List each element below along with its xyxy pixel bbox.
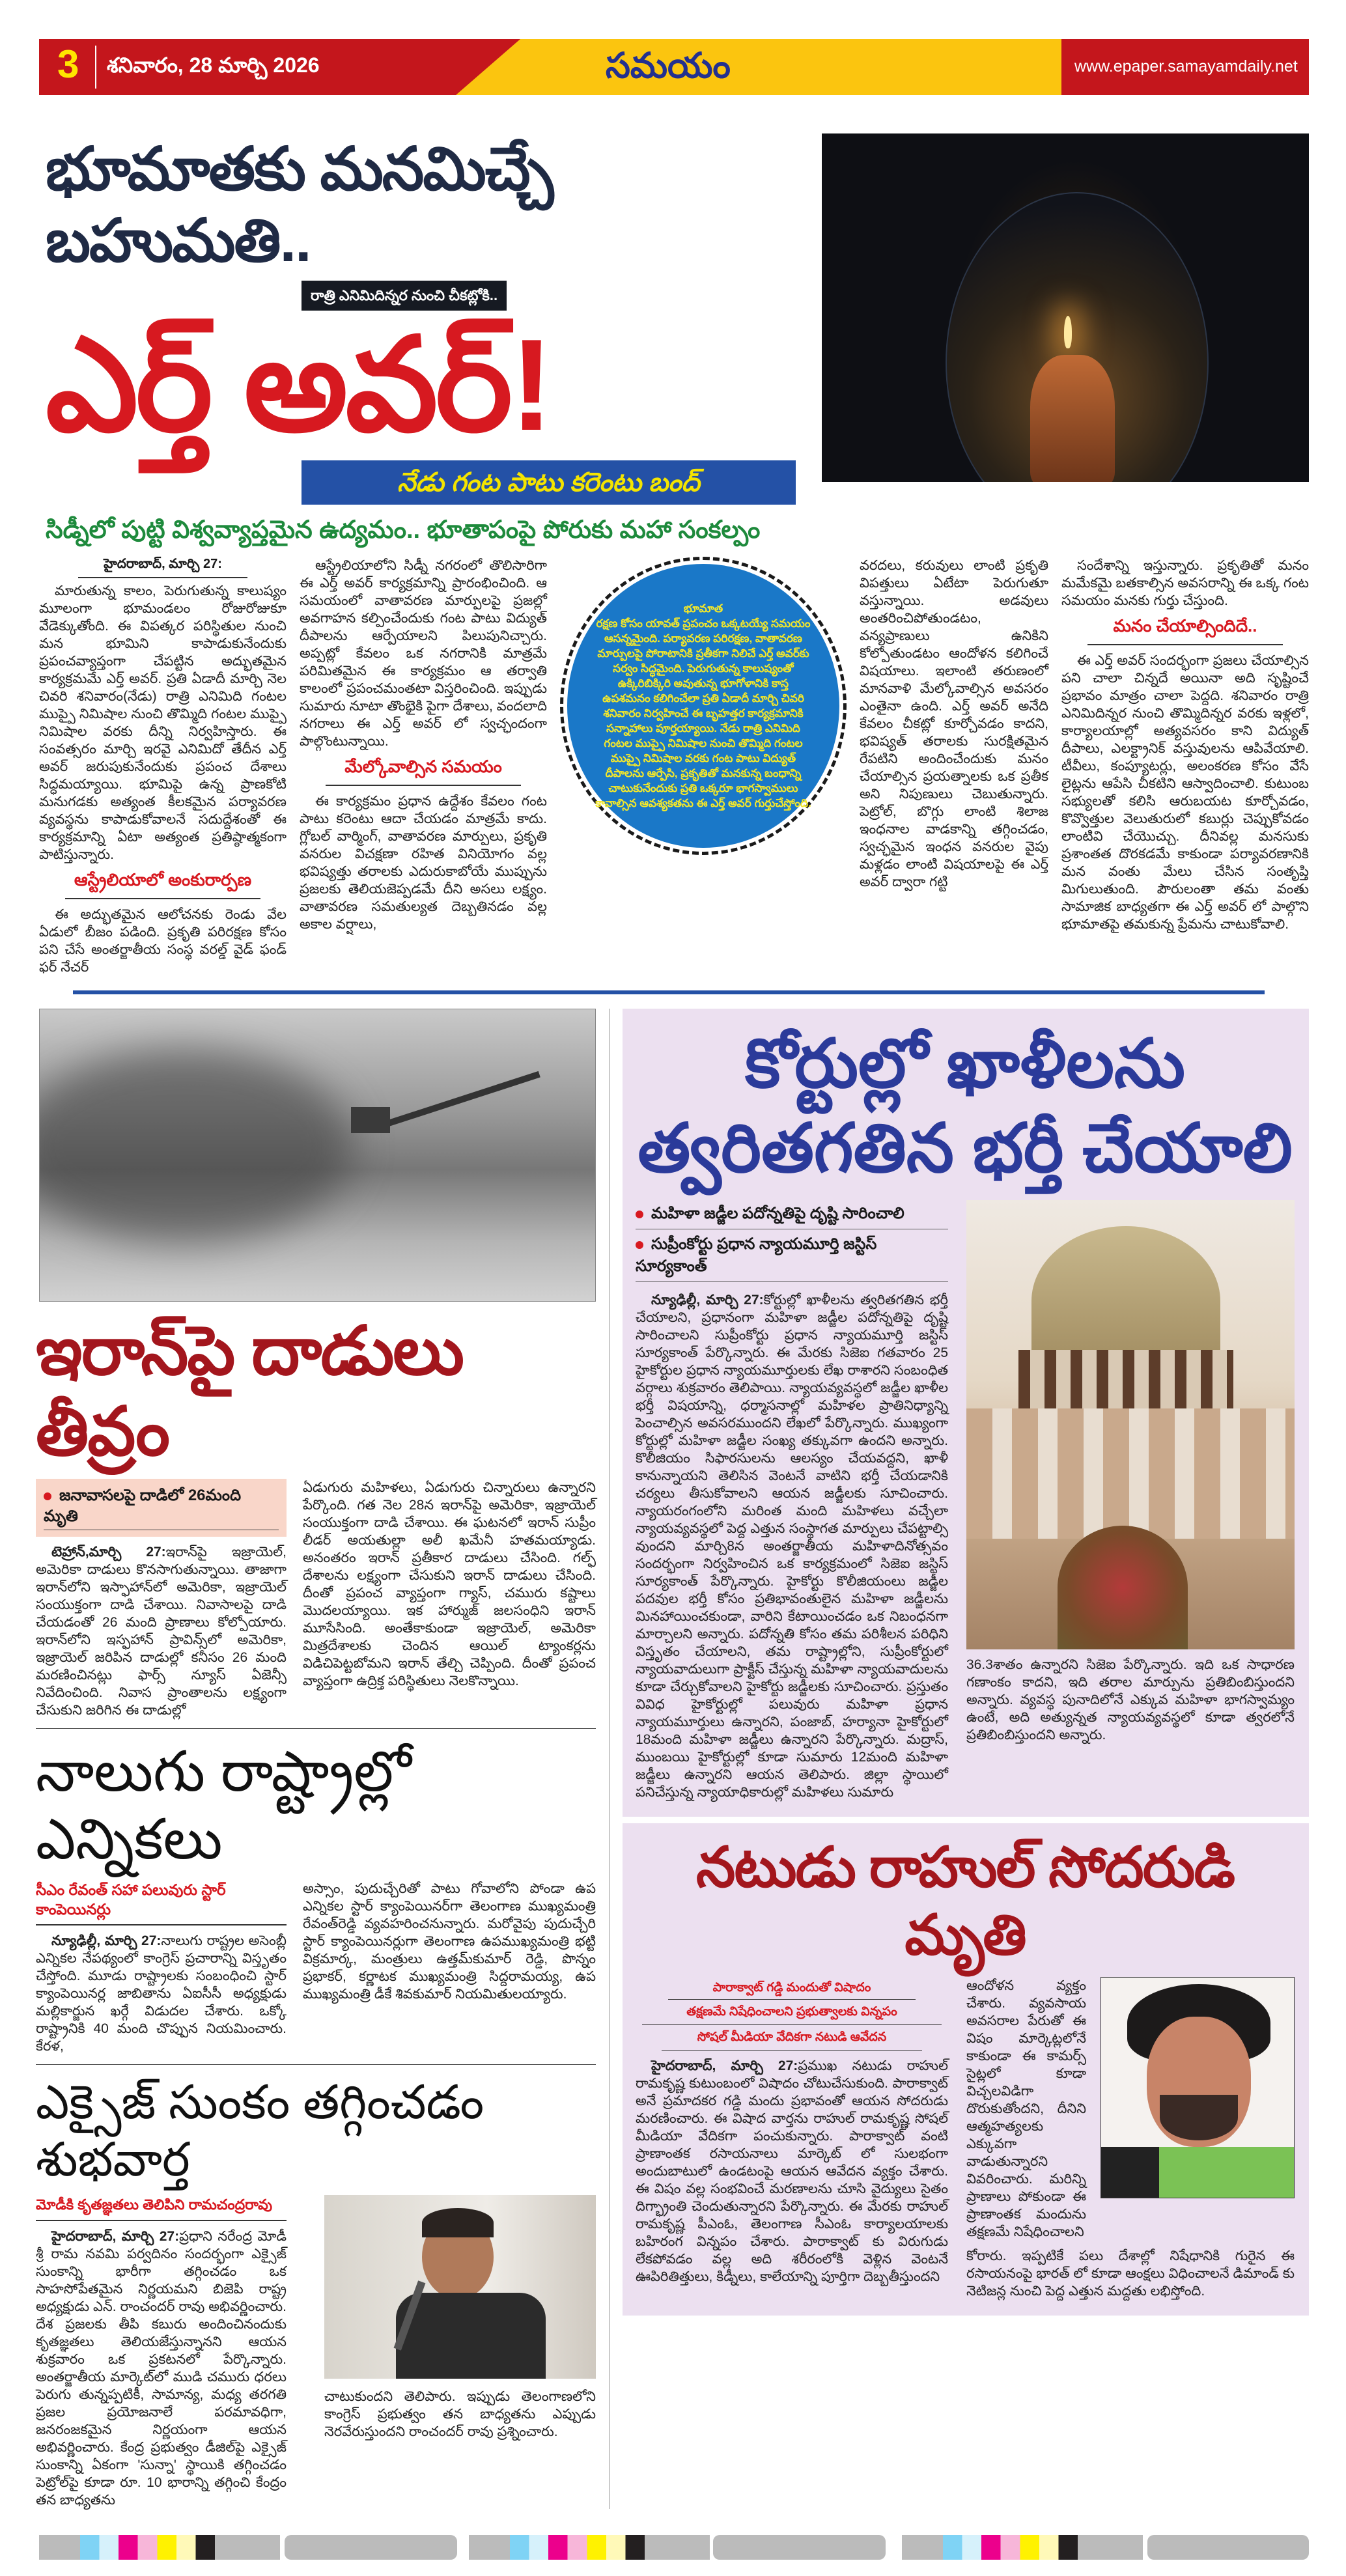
ramchander-rao-photo [324, 2195, 596, 2379]
left-stories [36, 1009, 596, 2509]
fire-photo [39, 1009, 596, 1302]
page-header [39, 39, 1309, 95]
circle-text: రక్షణ కోసం యావత్ ప్రపంచం ఒక్కటయ్యే సమయం ఆసన్నమైంది. పర్యావరణ పరిరక్షణ, వాతావరణ మార్పులపై పోరాటానికి ప్రతీకగా నిలిచే ఎర్త్ అవర్‌కు సర్వం సిద్ధమైంది. పెరుగుతున్న కాలుష్యంతో ఉక్కిరిబిక్కిరి అవుతున్న భూగోళానికి కాస్త ఉపశమనం కలిగించేలా ప్రతి ఏడాదీ మార్చి చివరి శనివారం నిర్వహించే ఈ బృహత్తర కార్యక్రమానికి సన్నాహాలు పూర్తయ్యాయి. నేడు రాత్రి ఎనిమిది గంటల ముప్పై నిమిషాల నుంచి తొమ్మిది గంటల ముప్పై నిమిషాల వరకు గంట పాటు విద్యుత్ దీపాలను ఆర్పేసి, ప్రకృతితో మనకున్న బంధాన్ని చాటుకునేందుకు ప్రతి ఒక్కరూ భాగస్వాములు కావాల్సిన ఆవశ్యకతను ఈ ఎర్త్ అవర్ గుర్తుచేస్తోంది. [595, 617, 811, 809]
story-divider [36, 1728, 596, 1729]
lead-col2-paragraph: ఆస్ట్రేలియాలోని సిడ్నీ నగరంలో తొలిసారిగా ఈ ఎర్త్ అవర్ కార్యక్రమాన్ని ప్రారంభించింది. ఆ సమయంలో వాతావరణ మార్పులపై ప్రజల్లో అవగాహన కల్పించేందుకు గంట పాటు విద్యుత్ దీపాలను ఆర్పేయాలని పిలుపునిచ్చారు. అప్పట్లో కేవలం ఒక నగరానికి మాత్రమే పరిమితమైన ఈ కార్యక్రమం ఆ తర్వాతి కాలంలో ప్రపంచమంతటా విస్తరించింది. ఇప్పుడు సుమారు నూటా తొంభైకి పైగా దేశాలు, వందలాది నగరాలు ఈ ఎర్త్ అవర్ లో స్వచ్ఛందంగా పాల్గొంటున్నాయి. [300, 558, 547, 749]
court-col2: 36.3శాతం ఉన్నారని సిజెఐ పేర్కొన్నారు. ఇది ఒక సాధారణ గణాంకం కాదని, ఇది తరాల మార్పును ప్రతిబింబిస్తుందని అన్నారు. వ్యవస్థ పునాదిలోనే ఎక్కువ మహిళా భాగస్వామ్యం ఉంటే, అది అత్యున్నత న్యాయవ్యవస్థలో కూడా త్వరలోనే ప్రతిబింబిస్తుందని అన్నారు. [966, 1657, 1295, 1743]
court-right [966, 1200, 1295, 1744]
lead-col3-paragraph: వరదలు, కరువులు లాంటి ప్రకృతి విపత్తులు ఏటేటా పెరుగుతూ వస్తున్నాయి. అడవులు అంతరించిపోతుండటం, వన్యప్రాణులు ఉనికిని కోల్పోతుండటం ఆందోళన కలిగించే విషయాలు. ఇలాంటి తరుణంలో మానవాళి మేల్కోవాల్సిన అవసరం ఎంతైనా ఉంది. ఎర్త్ అవర్ అనేది కేవలం చీకట్లో కూర్చోవడం కాదని, భవిష్యత్ తరాలకు సురక్షితమైన రేపటిని అందించేందుకు మనం చేయాల్సిన ప్రయత్నాలకు ఒక ప్రతీక అని నిపుణులు చెబుతున్నారు. పెట్రోల్, బొగ్గు లాంటి శిలాజ ఇంధనాల వాడకాన్ని తగ్గించడం, స్వచ్ఛమైన ఇంధన వనరుల వైపు మళ్లడం లాంటి విషయాలపై ఈ ఎర్త్ అవర్ ద్వారా గట్టి [860, 558, 1048, 889]
court-dateline: న్యూఢిల్లీ, మార్చి 27: [651, 1293, 764, 1308]
iran-headline: ఇరాన్‌పై దాడులు తీవ్రం [36, 1313, 464, 1470]
excise-body [36, 2195, 596, 2509]
bullet-icon [636, 1241, 643, 1249]
building-facade [966, 1408, 1295, 1539]
rahul-subhead: తక్షణమే నిషేధించాలని ప్రభుత్వాలకు విన్నపం [642, 2000, 942, 2025]
rahul-panel [623, 1823, 1309, 2316]
lead-column-4 [1061, 557, 1309, 933]
lead-col4-paragraph: సందేశాన్ని ఇస్తున్నారు. ప్రకృతితో మనం మమేకమై బతకాల్సిన అవసరాన్ని ఈ ఒక్క గంట సమయం మనకు గుర్తు చేస్తుంది. [1061, 558, 1309, 608]
person-hair [422, 2208, 494, 2237]
bullet-icon [44, 1492, 51, 1500]
earth-hour-photo [822, 133, 1309, 482]
excise-col1-text: ప్రధాని నరేంద్ర మోడీ శ్రీ రామ నవమి పర్వదినం సందర్భంగా ఎక్సైజ్ సుంకాన్ని భారీగా తగ్గించడం ఒక సాహసోపేతమైన నిర్ణయమని బిజెపి రాష్ట్ర అధ్యక్షుడు ఎన్. రాంచందర్ రావు అభివర్ణించారు. దేశ ప్రజలకు తీపి కబురు అందించినందుకు కృతజ్ఞతలు తెలియజేస్తున్నానని ఆయన శుక్రవారం ఒక ప్రకటనలో పేర్కొన్నారు. అంతర్జాతీయ మార్కెట్‌లో ముడి చమురు ధరలు పెరుగు తున్నప్పటికీ, సామాన్య, మధ్య తరగతి ప్రజల ప్రయోజనాలే పరమావధిగా, జనరంజకమైన నిర్ణయంగా ఆయన అభివర్ణించారు. కేంద్ర ప్రభుత్వం డీజిల్‌పై ఎక్సైజ్ సుంకాన్ని ఏకంగా 'సున్నా' స్థాయికి తగ్గించడం పెట్రోల్‌పై కూడా రూ. 10 భారాన్ని తగ్గించి కేంద్రం తన బాధ్యతను [36, 2229, 287, 2508]
excise-col1 [36, 2228, 287, 2509]
lead-dateline: హైదరాబాద్, మార్చి 27: [78, 557, 247, 578]
iran-body [36, 1479, 596, 1719]
rahul-col1 [636, 2057, 948, 2286]
rahul-right [966, 1977, 1295, 2300]
iran-bullet: జనావాసలపై దాడిలో 26మంది మృతి [44, 1487, 242, 1525]
court-headline-line2: త్వరితగతిన భర్తీ చేయాలి [638, 1111, 1293, 1186]
lead-col1-paragraph: మారుతున్న కాలం, పెరుగుతున్న కాలుష్యం మూలంగా భూమండలం రోజురోజుకూ వేడెక్కుతోంది. ఈ విపత్కర పరిస్థితుల నుంచి మన భూమిని కాపాడుకునేందుకు ప్రపంచవ్యాప్తంగా చేపట్టిన అద్భుతమైన కార్యక్రమమే ఎర్త్ అవర్. ప్రతి ఏడాదీ మార్చి నెల చివరి శనివారం(నేడు) రాత్రి ఎనిమిది గంటల ముప్పై నిమిషాల నుంచి తొమ్మిది గంటల ముప్పై నిమిషాల వరకు దీన్ని నిర్వహిస్తారు. ఈ సంవత్సరం మార్చి ఇరవై ఎనిమిదో తేదీన ఎర్త్ అవర్ జరుపుకునేందుకు ప్రపంచ దేశాలు సిద్ధమయ్యాయి. భూమిపై ఉన్న ప్రాణకోటి మనుగడకు అత్యంత కీలకమైన పర్యావరణ వ్యవస్థను కాపాడుకోవాలనే సదుద్దేశంతో ఈ కార్యక్రమాన్ని ఏటా అత్యంత ప్రతిష్ఠాత్మకంగా పాటిస్తున్నారు. [39, 583, 287, 862]
story-divider [36, 2064, 596, 2065]
subhead-australia: ఆస్ట్రేలియాలో అంకురార్పణ [65, 870, 260, 899]
supreme-court-photo [966, 1200, 1295, 1649]
masthead-logo: సమయం [606, 46, 731, 85]
elections-col1 [36, 1932, 287, 2055]
rahul-photo [1101, 1977, 1295, 2198]
court-col1 [636, 1291, 948, 1801]
lead-column-3 [860, 557, 1048, 891]
court-headline [636, 1022, 1295, 1191]
court-left [636, 1200, 948, 1801]
right-stories [623, 1009, 1309, 2316]
court-headline-line1: కోర్టుల్లో ఖాళీలను [745, 1026, 1185, 1102]
court-bullet: మహిళా జడ్జీల పదోన్నతిపై దృష్టి సారించాలి [636, 1200, 948, 1229]
iran-dateline: టెహ్రాన్,మార్చి 27: [51, 1545, 166, 1560]
lead-col1-paragraph-2: ఈ అద్భుతమైన ఆలోచనకు రెండు వేల ఏడులో బీజం పడింది. ప్రకృతి పరిరక్షణ కోసం పని చేసే అంతర్జాతీయ సంస్థ వరల్డ్ వైడ్ ఫండ్ ఫర్ నేచర్ [39, 907, 287, 975]
lead-kicker-headline: భూమాతకు మనమిచ్చే బహుమతి.. [46, 136, 553, 274]
person-vest [396, 2293, 546, 2379]
lead-column-2 [300, 557, 547, 933]
elections-headline: నాలుగు రాష్ట్రాల్లో ఎన్నికలు [36, 1741, 412, 1871]
court-bullets [636, 1200, 948, 1282]
lead-tag: రాత్రి ఎనిమిదిన్నర నుంచి చీకట్లోకి.. [301, 281, 507, 311]
elections-body [36, 1880, 596, 2055]
rahul-headline: నటుడు రాహుల్ సోదరుడి మృతి [696, 1836, 1234, 1967]
rahul-body [636, 1977, 1295, 2300]
iran-col2: ఏడుగురు మహిళలు, ఏడుగురు చిన్నారులు ఉన్నారని పేర్కొంది. గత నెల 28న ఇరాన్‌పై అమెరికా, ఇజ్రాయెల్ సంయుక్తంగా దాడి చేశాయి. ఈ ఘటనలో ఇరాన్ సుప్రీం లీడర్ అయతుల్లా అలీ ఖమేనీ హతమయ్యాడు. అనంతరం ఇరాన్ ప్రతీకార దాడులు చేసింది. గల్ఫ్ దేశాలను లక్ష్యంగా చేసుకుని ఇరాన్ దాడులు చేసింది. దీంతో ప్రపంచ వ్యాప్తంగా గ్యాస్, చమురు కష్టాలు మొదలయ్యాయి. ఇక హార్ముజ్ జలసంధిని ఇరాన్ మూసేసింది. అంతేకాకుండా ఇజ్రాయెల్, అమెరికా మిత్రదేశాలకు చెందిన ఆయిల్ ట్యాంకర్లను విడిచిపెట్టబోమని ఇరాన్ తేల్చి చెప్పింది. దీంతో ప్రపంచ వ్యాప్తంగా ఉద్రిక్త పరిస్థితులు నెలకొన్నాయి. [303, 1480, 596, 1688]
rahul-left [636, 1977, 948, 2286]
smoke-shape [39, 1048, 352, 1244]
elections-subhead: సీఎం రేవంత్ సహా పలువురు స్టార్ కాంపెయినర్లు [36, 1880, 287, 1925]
rahul-col3: కోరారు. ఇప్పటికే పలు దేశాల్లో నిషేధానికి గురైన ఈ రసాయనంపై భారత్ లో కూడా ఆంక్షలు విధించాలనే డిమాండ్ కు నెటిజన్ల నుంచి పెద్ద ఎత్తున మద్దతు లభిస్తోంది. [966, 2248, 1295, 2299]
rahul-subheads [636, 1977, 948, 2051]
iran-bullet-box [36, 1479, 287, 1537]
excise-dateline: హైదరాబాద్, మార్చి 27: [51, 2229, 180, 2244]
vertical-divider [609, 1009, 610, 2509]
lead-deck: సిడ్నీలో పుట్టి విశ్వవ్యాప్తమైన ఉద్యమం.. భూతాపంపై పోరుకు మహా సంకల్పం [46, 516, 761, 544]
iran-col1 [36, 1543, 287, 1719]
lead-headline-block [46, 133, 796, 545]
issue-date: శనివారం, 28 మార్చి 2026 [107, 53, 320, 77]
person-beard [1160, 2095, 1238, 2140]
lower-section [36, 1009, 1309, 2509]
iran-col1-text: ఇరాన్‌పై ఇజ్రాయెల్, అమెరికా దాడులు కొనసాగుతున్నాయి. తాజాగా ఇరాన్‌లోని ఇస్ఫాహాన్‌లో అమెరికా, ఇజ్రాయెల్ సంయుక్తంగా దాడి చేశాయి. నివాసాలపై దాడి చేయడంతో 26 మంది ప్రాణాలు కోల్పోయారు. ఇరాన్‌లోని ఇస్ఫహాన్ ప్రావిన్స్‌లో అమెరికా, ఇజ్రాయెల్ జరిపిన దాడుల్లో కనీసం 26 మంది మరణించినట్లు ఫార్స్ న్యూస్ ఏజెన్సీ నివేదించింది. నివాస ప్రాంతాలను లక్ష్యంగా చేసుకుని జరిగిన ఈ దాడుల్లో [36, 1545, 287, 1718]
excise-subhead: మోడీకి కృతజ్ఞతలు తెలిపిని రామచంద్రరావు [36, 2195, 287, 2221]
court-body [636, 1200, 1295, 1801]
court-col1-text: కోర్టుల్లో ఖాళీలను త్వరితగతిన భర్తీ చేయాలని, ప్రధానంగా మహిళా జడ్జీల పదోన్నతిపై దృష్టి సారించాలని సుప్రీంకోర్టు ప్రధాన న్యాయమూర్తి జస్టిస్ సూర్యకాంత్ పేర్కొన్నారు. ఈ మేరకు సిజెఐ గతవారం 25 హైకోర్టుల ప్రధాన న్యాయమూర్తులకు లేఖ రాశారని సంబంధిత వర్గాలు శుక్రవారం తెలిపాయి. న్యాయవ్యవస్థలో జడ్జీల ఖాళీల భర్తీ విషయాన్ని, ధర్మాసనాల్లో మహిళల ప్రాతినిధ్యాన్ని పెంచాల్సిన అవసరముందని లేఖలో పేర్కొన్నారు. ముఖ్యంగా కోర్టుల్లో మహిళా జడ్జీల సంఖ్య తక్కువగా ఉందని అన్నారు. కొలీజియం సిఫారసులను ఆలస్యం చేయవద్దని, ఖాళీ కానున్నాయని తెలిసిన వెంటనే వాటిని భర్తీ చేయడానికి చర్యలు తీసుకోవాలని ఆయన జడ్జీలకు సూచించారు. న్యాయరంగంలోని మరింత మంది మహిళలు వచ్చేలా న్యాయవ్యవస్థలో పెద్ద ఎత్తున సంస్థాగత మార్పులు చేపట్టాల్సి వుందని మార్చి8న అంతర్జాతీయ మహిళాదినోత్సవం సందర్భంగా నిర్వహించిన ఒక కార్యక్రమంలో సిజెఐ జస్టిస్ సూర్యకాంత్ పేర్కొన్నారు. హైకోర్టు కొలీజియంలు జడ్జీల పదవుల భర్తీ కోసం ప్రతిభావంతులైన మహిళా జడ్జీలను మినహాయించకుండా, వారిని కేటాయించడం ఒక నిబంధనగా మార్చాలని అన్నారు. పదోన్నతి కోసం తమ పరిశీలన పరిధిని విస్తృతం చేయాలని, తమ రాష్ట్రాల్లోని, సుప్రీంకోర్టులో న్యాయవాదులుగా ప్రాక్టీస్ చేస్తున్న మహిళా న్యాయవాదులను కూడా చేర్చుకోవాలని హైకోర్టు జడ్జీలకు సూచించారు. ప్రస్తుతం వివిధ హైకోర్టుల్లో పలువురు మహిళా ప్రధాన న్యాయమూర్తులు ఉన్నారని, పంజాబ్, హర్యానా హైకోర్టులో 18మంది మహిళా జడ్జీలు ఉన్నారని పేర్కొన్నారు. మద్రాస్, ముంబయి హైకోర్టుల్లో కూడా సుమారు 12మంది మహిళా జడ్జీలు ఉన్నారని ఆయన తెలిపారు. జిల్లా స్థాయిలో పనిచేస్తున్న న్యాయాధికారుల్లో మహిళలు సుమారు [636, 1293, 948, 1800]
crane-boom [377, 1071, 540, 1130]
epaper-url[interactable]: www.epaper.samayamdaily.net [1074, 57, 1298, 76]
iran-left [36, 1479, 287, 1719]
panel-divider [623, 1817, 1309, 1823]
rahul-subhead: సోషల్ మీడియా వేదికగా నటుడి ఆవేదన [662, 2025, 922, 2051]
flower-bed [1058, 1526, 1188, 1649]
rahul-right-top [966, 1977, 1295, 2241]
lead-col2-paragraph-2: ఈ కార్యక్రమం ప్రధాన ఉద్దేశం కేవలం గంట పాటు కరెంటు ఆదా చేయడం మాత్రమే కాదు. గ్లోబల్ వార్మింగ్, వాతావరణ మార్పులు, ప్రకృతి వనరుల విచక్షణా రహిత వినియోగం వల్ల భవిష్యత్తు తరాలకు ఎదురుకాబోయే ముప్పును ప్రజలకు తెలియజెప్పడమే దీని అసలు లక్ష్యం. వాతావరణ సమతుల్యత దెబ్బతినడం వల్ల అకాల వర్షాలు, [300, 794, 547, 932]
candle-flame-icon [1064, 316, 1072, 348]
elections-col1-text: నాలుగు రాష్ట్రల అసెంబ్లీ ఎన్నికల నేపథ్యంలో కాంగ్రెస్ ప్రచారాన్ని విస్తృతం చేస్తోంది. మూడు రాష్ట్రాలకు సంబంధించి స్టార్ క్యాంపెయినర్ల జాబితాను ఏఐసీసీ అధ్యక్షుడు మల్లికార్జున ఖర్గే విడుదల చేశారు. ఒక్కో రాష్ట్రానికి 40 మంది చొప్పున నియమించారు. కేరళ, [36, 1933, 287, 2054]
excise-headline: ఎక్సైజ్ సుంకం తగ్గించడం శుభవార్త [36, 2077, 484, 2186]
court-panel [623, 1009, 1309, 1817]
crane-basket [351, 1107, 390, 1133]
court-bullet: సుప్రీంకోర్టు ప్రధాన న్యాయమూర్తి జస్టిస్ సూర్యకాంత్ [636, 1229, 948, 1282]
page-number: 3 [57, 42, 79, 86]
lead-band: నేడు గంట పాటు కరెంటు బంద్ [301, 460, 796, 505]
excise-right [324, 2195, 596, 2441]
lead-top [46, 133, 1309, 545]
excise-left [36, 2195, 287, 2509]
elections-left [36, 1880, 287, 2055]
subhead-wake-up: మేల్కోవాల్సిన సమయం [326, 757, 521, 786]
person-shirt [1101, 2147, 1294, 2198]
subhead-what-to-do: మనం చేయాల్సిందిదే.. [1087, 616, 1283, 645]
highlight-circle [560, 557, 847, 855]
header-divider [95, 46, 96, 89]
bullet-icon [636, 1211, 643, 1218]
lead-col4-paragraph-2: ఈ ఎర్త్ అవర్ సందర్భంగా ప్రజలు చేయాల్సిన పని చాలా చిన్నదే అయినా అది సృష్టించే ప్రభావం మాత్రం చాలా పెద్దది. శనివారం రాత్రి ఎనిమిదిన్నర నుంచి తొమ్మిదిన్నర వరకు ఇళ్లలో, కార్యాలయాల్లో అత్యవసరం కాని విద్యుత్ దీపాలు, ఎలక్ట్రానిక్ వస్తువులను ఆపివేయాలి. టీవీలు, కంప్యూటర్లు, అలంకరణ కోసం వేసే లైట్లను ఆపేసి చీకటిని ఆస్వాదించాలి. కుటుంబ సభ్యులతో కలిసి ఆరుబయట కూర్చోవడం, కొవ్వొత్తుల వెలుతురులో కబుర్లు చెప్పుకోవడం లాంటివి చేయొచ్చు. దీనివల్ల మనసుకు ప్రశాంతత దొరకడమే కాకుండా పర్యావరణానికి మన వంతు మేలు చేసిన సంతృప్తి మిగులుతుంది. పౌరులంతా తమ వంతు సామాజిక బాధ్యతగా ఈ ఎర్త్ అవర్ లో పాల్గొని భూమాతపై తమకున్న ప్రేమను చాటుకోవాలి. [1061, 653, 1309, 932]
lead-main-headline: ఎర్త్ అవర్! [46, 313, 551, 458]
elections-col2: అస్సాం, పుదుచ్చేరితో పాటు గోవాలోని పోండా ఉప ఎన్నికల స్టార్ క్యాంపెయినర్‌గా తెలంగాణ ముఖ్యమంత్రి రేవంత్‌రెడ్డి వ్యవహరించనున్నారు. మరోవైపు పుదుచ్చేరి స్టార్ క్యాంపెయినర్లుగా తెలంగాణ ఉపముఖ్యమంత్రి భట్టి విక్రమార్క, మంత్రులు ఉత్తమ్‌కుమార్ రెడ్డి, పొన్నం ప్రభాకర్, కర్ణాటక ముఖ్యమంత్రి సిద్దరామయ్య, ఉప ముఖ్యమంత్రి డీకే శివకుమార్ నియమితులయ్యారు. [303, 1881, 596, 2002]
dome-drum [1018, 1350, 1233, 1408]
rahul-col1-text: ప్రముఖ నటుడు రాహుల్ రామకృష్ణ కుటుంబంలో విషాదం చోటుచేసుకుంది. పారాక్వాట్ అనే ప్రమాదకర గడ్డి మందు ప్రభావంతో ఆయన సోదరుడు మరణించారు. ఈ విషాద వార్తను రాహుల్ రామకృష్ణ సోషల్ మీడియా వేదికగా పంచుకున్నారు. పారాక్వాట్ వంటి ప్రాణాంతక రసాయనాలు మార్కెట్ లో సులభంగా అందుబాటులో ఉండటంపై ఆయన ఆవేదన వ్యక్తం చేశారు. ఈ విషం వల్ల సంభవించే మరణాలను చూసి వైద్యులు సైతం దిగ్భ్రాంతి చెందుతున్నారని పేర్కొన్నారు. ఈ మేరకు రాహుల్ రామకృష్ణ పీఎంఓ, తెలంగాణ సీఎంఓ కార్యాలయాలకు బహిరంగ విన్నపం చేశారు. పారాక్వాట్ కు విరుగుడు లేకపోవడం వల్ల అది శరీరంలోకి వెళ్లిన వెంటనే ఊపిరితిత్తులు, కిడ్నీలు, కాలేయాన్ని పూర్తిగా దెబ్బతీస్తుందని [636, 2058, 948, 2284]
section-divider-blue [73, 990, 1265, 994]
rahul-dateline: హైదరాబాద్, మార్చి 27: [651, 2058, 798, 2073]
hands-shape [1030, 355, 1115, 482]
lead-columns [39, 557, 1309, 976]
elections-dateline: న్యూఢిల్లీ, మార్చి 27: [51, 1933, 161, 1948]
rahul-col2: ఆందోళన వ్యక్తం చేశారు. వ్యవసాయ అవసరాల పేరుతో ఈ విషం మార్కెట్లలోనే కాకుండా ఈ కామర్స్ సైట్లలో కూడా విచ్చలవిడిగా దొరుకుతోందని, దీనిని ఆత్మహత్యలకు ఎక్కువగా వాడుతున్నారని వివరించారు. మరిన్ని ప్రాణాలు పోకుండా ఈ ప్రాణాంతక మందును తక్షణమే నిషేధించాలని [966, 1978, 1086, 2239]
circle-title: భూమాత [683, 602, 723, 615]
excise-col2: చాటుకుందని తెలిపారు. ఇప్పుడు తెలంగాణలోని కాంగ్రెస్ ప్రభుత్వం తన బాధ్యతను ఎప్పుడు నెరవేరుస్తుందని రాంచందర్ రావు ప్రశ్నించారు. [324, 2389, 596, 2439]
lead-column-1 [39, 557, 287, 976]
header-yellow-band [456, 39, 1101, 95]
print-color-bar [0, 2535, 1346, 2560]
rahul-subhead: పారాక్వాట్ గడ్డి మందుతో విషాదం [668, 1977, 916, 2000]
